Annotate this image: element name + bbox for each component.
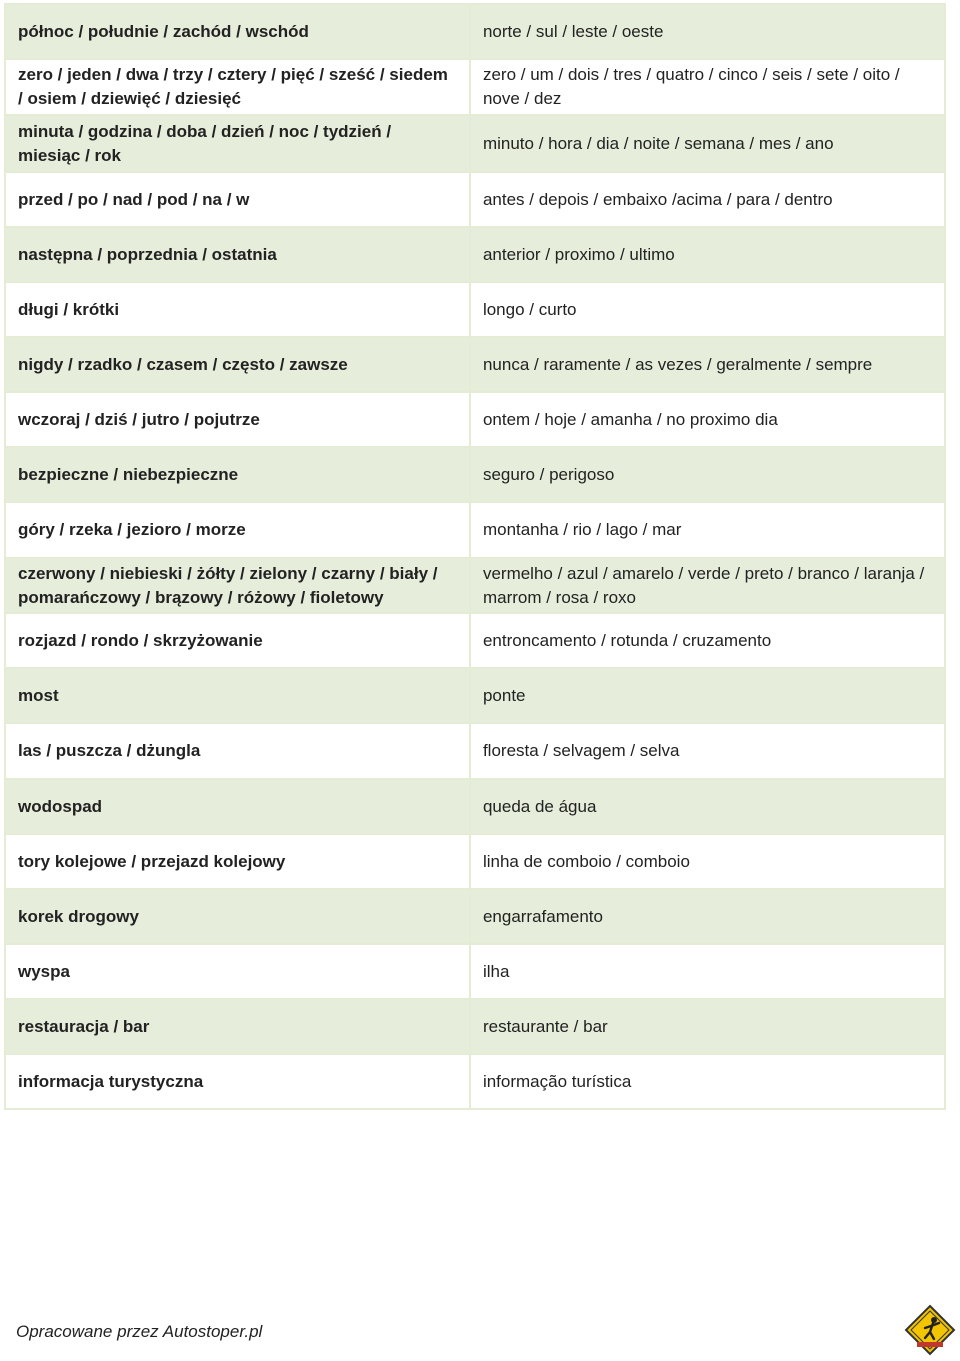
polish-term: las / puszcza / dżungla bbox=[5, 723, 470, 779]
polish-term: minuta / godzina / doba / dzień / noc / tydzień / miesiąc / rok bbox=[5, 115, 470, 172]
portuguese-term: minuto / hora / dia / noite / semana / mes / ano bbox=[470, 115, 945, 172]
table-row bbox=[5, 227, 945, 282]
polish-term: restauracja / bar bbox=[5, 999, 470, 1054]
portuguese-term: antes / depois / embaixo /acima / para / dentro bbox=[470, 172, 945, 227]
polish-term: wczoraj / dziś / jutro / pojutrze bbox=[5, 392, 470, 447]
table-row bbox=[5, 447, 945, 502]
table-row bbox=[5, 502, 945, 558]
portuguese-term: longo / curto bbox=[470, 282, 945, 337]
polish-term: przed / po / nad / pod / na / w bbox=[5, 172, 470, 227]
table-row bbox=[5, 944, 945, 999]
polish-term: tory kolejowe / przejazd kolejowy bbox=[5, 834, 470, 889]
polish-term: zero / jeden / dwa / trzy / cztery / pięć / sześć / siedem / osiem / dziewięć / dziesięć bbox=[5, 59, 470, 115]
footer-credit: Opracowane przez Autostoper.pl bbox=[16, 1322, 263, 1341]
portuguese-term: montanha / rio / lago / mar bbox=[470, 502, 945, 558]
portuguese-term: queda de água bbox=[470, 779, 945, 834]
autostoper-logo-icon bbox=[904, 1304, 956, 1356]
polish-term: następna / poprzednia / ostatnia bbox=[5, 227, 470, 282]
table-row bbox=[5, 834, 945, 889]
vocabulary-table bbox=[4, 3, 946, 1110]
table-row bbox=[5, 172, 945, 227]
portuguese-term: anterior / proximo / ultimo bbox=[470, 227, 945, 282]
portuguese-term: engarrafamento bbox=[470, 889, 945, 944]
polish-term: wyspa bbox=[5, 944, 470, 999]
table-row bbox=[5, 999, 945, 1054]
table-row bbox=[5, 889, 945, 944]
polish-term: korek drogowy bbox=[5, 889, 470, 944]
table-row bbox=[5, 613, 945, 668]
table-row bbox=[5, 779, 945, 834]
table-row bbox=[5, 337, 945, 392]
portuguese-term: entroncamento / rotunda / cruzamento bbox=[470, 613, 945, 668]
portuguese-term: zero / um / dois / tres / quatro / cinco / seis / sete / oito / nove / dez bbox=[470, 59, 945, 115]
table-row bbox=[5, 282, 945, 337]
polish-term: czerwony / niebieski / żółty / zielony / czarny / biały / pomarańczowy / brązowy / różowy / fioletowy bbox=[5, 558, 470, 613]
table-row bbox=[5, 4, 945, 59]
portuguese-term: restaurante / bar bbox=[470, 999, 945, 1054]
portuguese-term: ilha bbox=[470, 944, 945, 999]
portuguese-term: floresta / selvagem / selva bbox=[470, 723, 945, 779]
portuguese-term: nunca / raramente / as vezes / geralmente / sempre bbox=[470, 337, 945, 392]
portuguese-term: norte / sul / leste / oeste bbox=[470, 4, 945, 59]
table-row bbox=[5, 558, 945, 613]
table-row bbox=[5, 723, 945, 779]
portuguese-term: informação turística bbox=[470, 1054, 945, 1109]
polish-term: północ / południe / zachód / wschód bbox=[5, 4, 470, 59]
polish-term: góry / rzeka / jezioro / morze bbox=[5, 502, 470, 558]
table-row bbox=[5, 1054, 945, 1109]
table-row bbox=[5, 59, 945, 115]
portuguese-term: linha de comboio / comboio bbox=[470, 834, 945, 889]
table-row bbox=[5, 392, 945, 447]
polish-term: nigdy / rzadko / czasem / często / zawsze bbox=[5, 337, 470, 392]
polish-term: wodospad bbox=[5, 779, 470, 834]
portuguese-term: ontem / hoje / amanha / no proximo dia bbox=[470, 392, 945, 447]
portuguese-term: ponte bbox=[470, 668, 945, 723]
table-row bbox=[5, 668, 945, 723]
portuguese-term: vermelho / azul / amarelo / verde / preto / branco / laranja / marrom / rosa / roxo bbox=[470, 558, 945, 613]
table-row bbox=[5, 115, 945, 172]
polish-term: most bbox=[5, 668, 470, 723]
polish-term: informacja turystyczna bbox=[5, 1054, 470, 1109]
polish-term: rozjazd / rondo / skrzyżowanie bbox=[5, 613, 470, 668]
polish-term: bezpieczne / niebezpieczne bbox=[5, 447, 470, 502]
portuguese-term: seguro / perigoso bbox=[470, 447, 945, 502]
polish-term: długi / krótki bbox=[5, 282, 470, 337]
